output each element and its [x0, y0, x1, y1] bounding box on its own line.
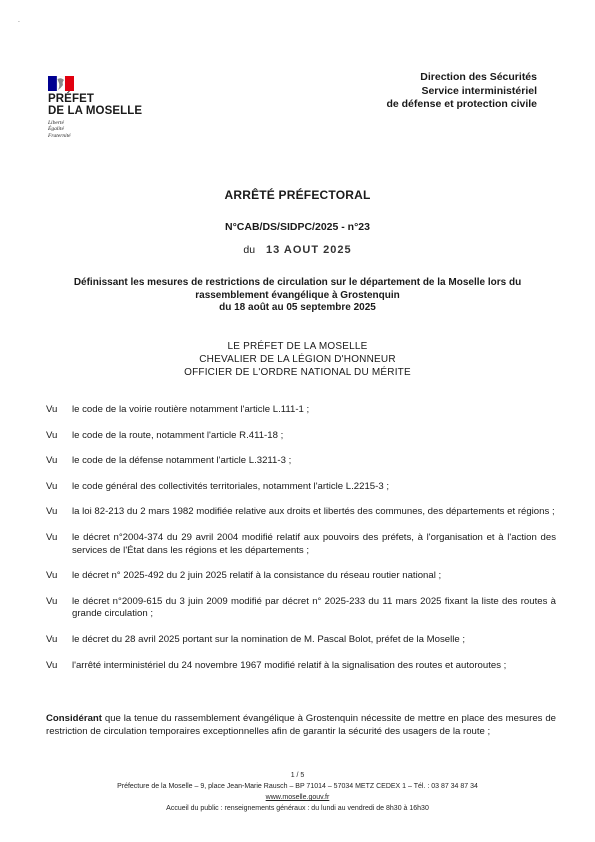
- vu-text: le décret n° 2025-492 du 2 juin 2025 relatif à la consistance du réseau routier national ;: [72, 570, 442, 582]
- decree-date: [0, 244, 595, 256]
- vu-item: [46, 634, 556, 647]
- considerant-paragraph: [46, 713, 556, 738]
- vu-item: [46, 532, 556, 557]
- vu-label: Vu: [46, 455, 58, 467]
- date-label: du: [243, 244, 256, 256]
- prefect-titles: LE PRÉFET DE LA MOSELLE CHEVALIER DE LA LÉGION D'HONNEUR OFFICIER DE L'ORDRE NATIONAL DU MÉRITE: [184, 341, 411, 378]
- vu-label: Vu: [46, 429, 58, 441]
- footer-hours: Accueil du public : renseignements généraux : du lundi au vendredi de 8h30 à 16h30: [166, 805, 429, 812]
- date-stamp: 13 AOUT 2025: [266, 244, 352, 256]
- vu-text: le code de la défense notamment l'article L.3211-3 ;: [72, 455, 292, 467]
- vu-label: Vu: [46, 570, 58, 582]
- vu-label: Vu: [46, 633, 58, 645]
- page-number: 1 / 5: [290, 772, 305, 779]
- vu-text: le code de la voirie routière notamment l'article L.111-1 ;: [72, 404, 310, 415]
- vu-item: [46, 596, 556, 621]
- vu-text: le décret n°2004-374 du 29 avril 2004 modifié relatif aux pouvoirs des préfets, à l'organisation et à l'action des services de l'État dans les régions et les départements ;: [72, 531, 556, 556]
- vu-label: Vu: [46, 659, 58, 671]
- vu-text: le code de la route, notamment l'article R.411-18 ;: [72, 429, 284, 441]
- vu-label: Vu: [46, 506, 58, 518]
- page-footer: [0, 770, 595, 814]
- republic-motto: Liberté Égalité Fraternité: [48, 120, 71, 139]
- prefecture-name: PRÉFET DE LA MOSELLE: [48, 93, 143, 117]
- vu-label: Vu: [46, 404, 58, 415]
- considerant-text: que la tenue du rassemblement évangélique à Grostenquin nécessite de mettre en place des mesures de restriction de circulation temporaires exceptionnelles afin de garantir la sécurité des usagers de la route ;: [46, 713, 556, 737]
- vu-item: [46, 404, 556, 417]
- vu-text: le code général des collectivités territoriales, notamment l'article L.2215-3 ;: [72, 480, 389, 492]
- marianne-flag-icon: [48, 76, 74, 91]
- vu-label: Vu: [46, 531, 58, 543]
- document-title: ARRÊTÉ PRÉFECTORAL: [224, 188, 371, 202]
- vu-item: [46, 481, 556, 494]
- vu-label: Vu: [46, 595, 58, 607]
- decree-subject: Définissant les mesures de restrictions de circulation sur le département de la Moselle lors du rassemblement évangélique à Grostenquin du 18 août au 05 septembre 2025: [73, 277, 522, 313]
- legal-basis-list: [46, 404, 556, 685]
- vu-text: le décret du 28 avril 2025 portant sur la nomination de M. Pascal Bolot, préfet de la Moselle ;: [72, 633, 466, 645]
- vu-item: [46, 660, 556, 673]
- prefecture-logo: [48, 76, 158, 139]
- vu-text: le décret n°2009-615 du 3 juin 2009 modifié par décret n° 2025-233 du 11 mars 2025 fixant la liste des routes à grande circulation ;: [72, 595, 556, 620]
- vu-item: [46, 506, 556, 519]
- vu-item: [46, 430, 556, 443]
- vu-text: l'arrêté interministériel du 24 novembre 1967 modifié relatif à la signalisation des routes et autoroutes ;: [72, 659, 507, 671]
- vu-label: Vu: [46, 480, 58, 492]
- decree-reference: N°CAB/DS/SIDPC/2025 - n°23: [225, 221, 370, 233]
- considerant-lead: Considérant: [46, 713, 102, 724]
- vu-text: la loi 82-213 du 2 mars 1982 modifiée relative aux droits et libertés des communes, des départements et régions ;: [72, 506, 555, 518]
- issuing-department: Direction des Sécurités Service interministériel de défense et protection civile: [386, 71, 537, 110]
- scan-mark: `: [18, 22, 20, 28]
- vu-item: [46, 455, 556, 468]
- footer-address: Préfecture de la Moselle – 9, place Jean-Marie Rausch – BP 71014 – 57034 METZ CEDEX 1 – Tél. : 03 87 34 87 34: [117, 783, 478, 790]
- vu-item: [46, 570, 556, 583]
- footer-website-link[interactable]: www.moselle.gouv.fr: [265, 794, 330, 801]
